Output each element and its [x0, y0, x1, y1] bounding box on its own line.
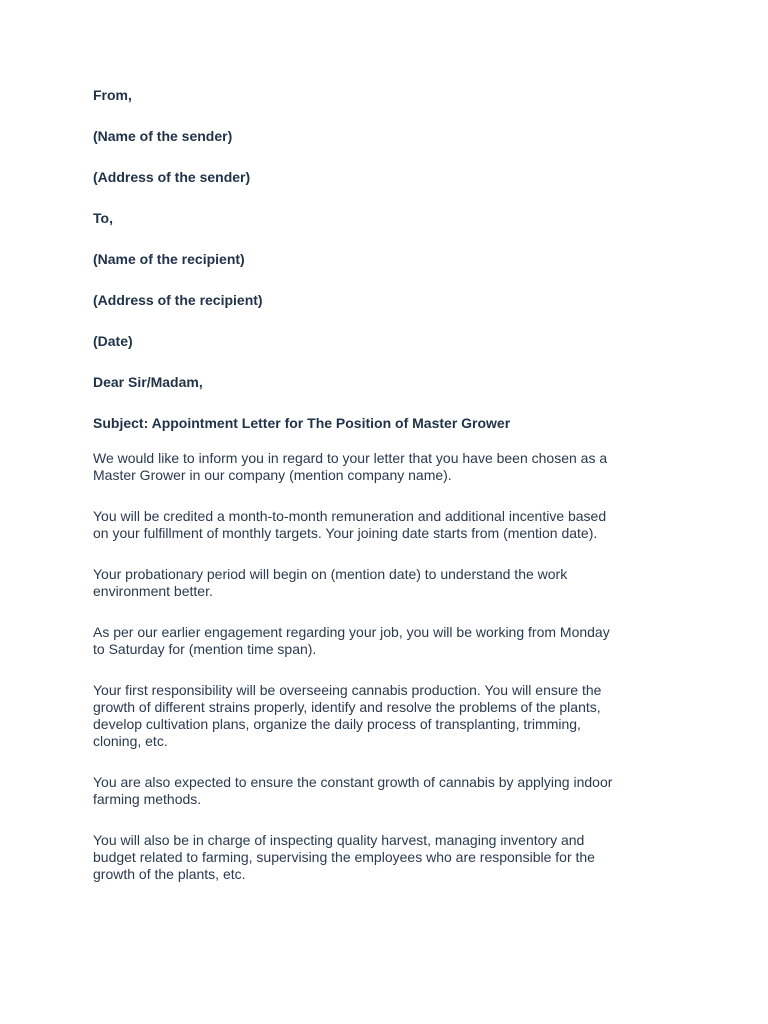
paragraph-1	[93, 450, 683, 484]
paragraph-line: growth of the plants, etc.	[93, 866, 246, 882]
sender-address: (Address of the sender)	[93, 169, 251, 185]
recipient-address: (Address of the recipient)	[93, 292, 263, 308]
salutation: Dear Sir/Madam,	[93, 374, 203, 390]
paragraph-line: develop cultivation plans, organize the daily process of transplanting, trimming,	[93, 716, 581, 732]
letter-body	[93, 87, 683, 907]
paragraph-line: You are also expected to ensure the constant growth of cannabis by applying indoor	[93, 774, 613, 790]
paragraph-line: to Saturday for (mention time span).	[93, 641, 317, 657]
recipient-name: (Name of the recipient)	[93, 251, 245, 267]
paragraph-line: cloning, etc.	[93, 733, 168, 749]
paragraph-6	[93, 774, 683, 808]
paragraph-7	[93, 832, 683, 883]
paragraph-5	[93, 682, 683, 750]
to-label: To,	[93, 210, 113, 226]
paragraph-line: budget related to farming, supervising the employees who are responsible for the	[93, 849, 595, 865]
paragraph-3	[93, 566, 683, 600]
paragraph-line: We would like to inform you in regard to your letter that you have been chosen as a	[93, 450, 608, 466]
paragraph-line: Your first responsibility will be overseeing cannabis production. You will ensure the	[93, 682, 602, 698]
paragraph-line: You will be credited a month-to-month remuneration and additional incentive based	[93, 508, 607, 524]
paragraph-line: Master Grower in our company (mention company name).	[93, 467, 452, 483]
paragraph-4	[93, 624, 683, 658]
paragraph-line: on your fulfillment of monthly targets. Your joining date starts from (mention date).	[93, 525, 598, 541]
letter-date: (Date)	[93, 333, 133, 349]
paragraph-line: farming methods.	[93, 791, 202, 807]
sender-name: (Name of the sender)	[93, 128, 233, 144]
subject-line: Subject: Appointment Letter for The Position of Master Grower	[93, 415, 511, 431]
paragraph-line: Your probationary period will begin on (mention date) to understand the work	[93, 566, 568, 582]
paragraph-2	[93, 508, 683, 542]
paragraph-line: growth of different strains properly, identify and resolve the problems of the plants,	[93, 699, 601, 715]
paragraph-line: You will also be in charge of inspecting quality harvest, managing inventory and	[93, 832, 585, 848]
paragraph-line: environment better.	[93, 583, 213, 599]
from-label: From,	[93, 87, 132, 103]
paragraph-line: As per our earlier engagement regarding your job, you will be working from Monday	[93, 624, 610, 640]
